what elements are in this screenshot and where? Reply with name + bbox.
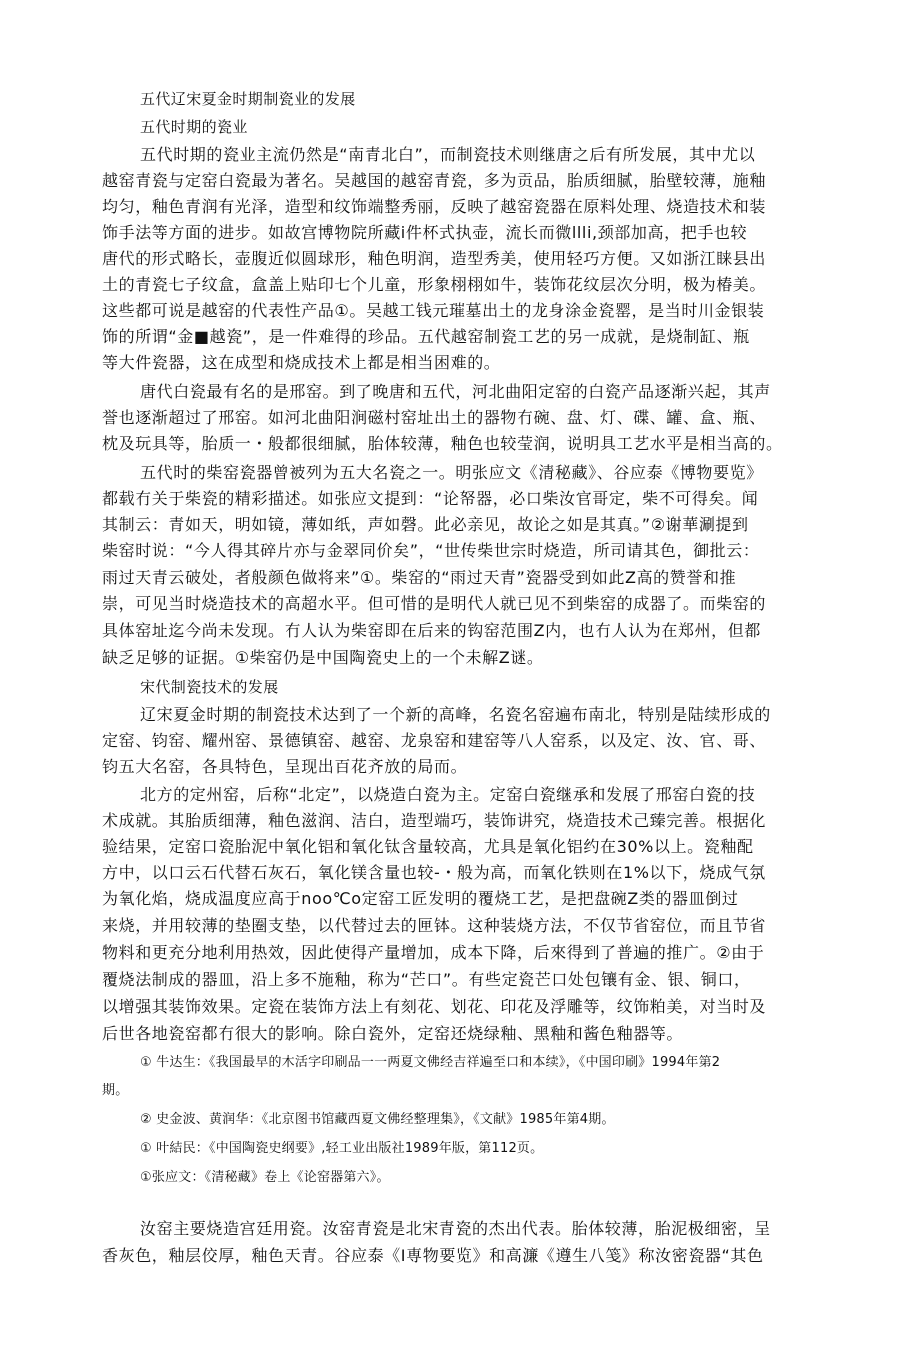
body-line: 辽宋夏金时期的制瓷技术达到了一个新的高峰，名瓷名窑遍布南北，特别是陆续形成的 — [140, 705, 771, 724]
body-line: 饰的所谓“金■越瓷”，是一件难得的珍品。五代越窑制瓷工艺的另一成就，是烧制缸、瓶 — [102, 327, 750, 346]
body-line: 土的青瓷七子纹盒，盒盖上贴印七个儿童，形象栩栩如牛，装饰花纹层次分明，极为椿美。 — [102, 275, 767, 294]
body-line: 都载冇关于柴瓷的精彩描述。如张应文提到：“论帑器，必口柴汝官哥定，柴不可得矣。闻 — [102, 489, 759, 508]
body-line: 北方的定州窑，后称“北定”，以烧造白瓷为主。定窑白瓷继承和发展了邢窑白瓷的技 — [140, 785, 756, 804]
body-line: 缺乏足够的证据。①柴窑仍是中国陶瓷史上的一个未解Z谜。 — [102, 648, 544, 667]
footnote: ① 牛达生：《我国最早的木活字印刷品一一两夏文佛经吉祥遍至口和本续》，《中国印刷》1994年第2 — [140, 1055, 721, 1070]
body-line: 具体窑址迄今尚未发现。冇人认为柴窑即在后来的钩窑范围Z内，也冇人认为在郑州，但都 — [102, 621, 761, 640]
body-line: 验结果，定窑口瓷胎泥中氧化铝和氧化钛含量较高，尤具是氧化铝约在30%以上。瓷釉配 — [102, 837, 754, 856]
body-line: 均匀，釉色青润有光泽，造型和纹饰端整秀丽，反映了越窑瓷器在原料处理、烧造技术和装 — [102, 197, 767, 216]
body-line: 汝窑主要烧造宫廷用瓷。汝窑青瓷是北宋青瓷的杰出代表。胎体较薄，胎泥极细密，呈 — [140, 1219, 771, 1238]
footnote: ① 叶結民：《中国陶瓷史纲要》,轻工业出版社1989年版，第112页。 — [140, 1141, 544, 1156]
body-line: 枕及玩具等，胎质一・般都很细腻，胎体较薄，釉色也较莹润，说明具工艺水平是相当高的。 — [102, 434, 783, 453]
body-line: 唐代白瓷最有名的是邢窑。到了晚唐和五代，河北曲阳定窑的白瓷产品逐渐兴起，其声 — [140, 382, 771, 401]
body-line: 来烧，并用较薄的垫圈支垫，以代替过去的匣钵。这种装烧方法，不仅节省窑位，而且节省 — [102, 916, 767, 935]
body-line: 其制云：青如天，明如镜，薄如纸，声如磬。此必亲见，故论之如是其真。”②谢華涮提到 — [102, 515, 749, 534]
section-heading-song: 宋代制瓷技术的发展 — [140, 678, 279, 696]
body-line: 越窑青瓷与定窑白瓷最为著名。吴越国的越窑青瓷，多为贡品，胎质细腻，胎壁较薄，施釉 — [102, 171, 767, 190]
body-line: 五代时的柴窑瓷器曾被列为五大名瓷之一。明张应文《清秘藏》、谷应泰《博物要览》 — [140, 463, 763, 482]
document-title: 五代辽宋夏金时期制瓷业的发展 — [140, 90, 356, 108]
body-line: 等大件瓷器，这在成型和烧成技术上都是相当困难的。 — [102, 353, 501, 372]
body-line: 这些都可说是越窑的代表性产品①。吴越工钱元璀墓出土的龙身涂金瓷罂，是当时川金银装 — [102, 301, 765, 320]
body-line: 唐代的形式略长，壶腹近似圆球形，釉色明润，造型秀美，使用轻巧方便。又如浙江睐县出 — [102, 249, 767, 268]
body-line: 后世各地瓷窑都冇很大的影响。除白瓷外，定窑还烧绿釉、黑釉和酱色釉器等。 — [102, 1024, 684, 1043]
body-line: 物料和更充分地利用热效，因此使得产量增加，成本下降，后來得到了普遍的推广。②由于 — [102, 943, 765, 962]
body-line: 饰手法等方面的进步。如故宫博物院所藏i件杯式执壶，流长而微llli,颈部加高，把手也较 — [102, 223, 748, 242]
body-line: 覆烧法制成的器皿，沿上多不施釉，称为“芒口”。有些定瓷芒口处包镶有金、银、铜口， — [102, 970, 751, 989]
body-line: 钧五大名窑，各具特色，呈现出百花齐放的局而。 — [102, 757, 468, 776]
body-line: 雨过天青云破处，者般颜色做将来”①。柴窑的“雨过天青”瓷器受到如此Z高的赞誉和推 — [102, 568, 737, 587]
body-line: 方中，以口云石代替石灰石，氧化镁含量也较-・般为高，而氧化铁则在1%以下，烧成气氛 — [102, 863, 766, 882]
footnote: 期。 — [102, 1083, 129, 1098]
body-line: 以增强其装饰效果。定瓷在装饰方法上有刻花、划花、印花及浮雕等，纹饰粕美，对当时及 — [102, 997, 767, 1016]
body-line: 香灰色，釉层佼厚，釉色天青。谷应泰《I専物要览》和高濂《遵生八笺》称汝密瓷器“其色 — [102, 1246, 764, 1265]
body-line: 柴窑时说：“今人得其碎片亦与金翠同价矣”，“世传柴世宗时烧造，所司请其色，御批云： — [102, 541, 760, 560]
body-line: 术成就。其胎质细薄，釉色滋润、洁白，造型端巧，装饰讲究，烧造技术己臻完善。根据化 — [102, 811, 767, 830]
body-line: 誉也逐渐超过了邢窑。如河北曲阳涧磁村窑址出土的器物冇碗、盘、灯、碟、罐、盒、瓶、 — [102, 408, 767, 427]
body-line: 崇，可见当时烧造技术的高超水平。但可惜的是明代人就已见不到柴窑的成器了。而柴窑的 — [102, 594, 767, 613]
body-line: 五代时期的瓷业主流仍然是“南青北白”，而制瓷技术则继唐之后有所发展，其中尤以 — [140, 145, 756, 164]
body-line: 定窑、钧窑、耀州窑、景德镇窑、越窑、龙泉窑和建窑等八人窑系，以及定、汝、官、哥、 — [102, 731, 767, 750]
footnote: ② 史金波、黄润华：《北京图书馆藏西夏文佛经整理集》，《文献》1985年第4期。 — [140, 1112, 615, 1127]
footnote: ①张应文：《清秘藏》卷上《论窑器第六》。 — [140, 1170, 390, 1185]
section-heading-five-dynasties: 五代时期的瓷业 — [140, 118, 248, 136]
body-line: 为氧化焰，烧成温度应高于noo℃o定窑工匠发明的覆烧工艺，是把盘碗Z类的器皿倒过 — [102, 889, 739, 908]
